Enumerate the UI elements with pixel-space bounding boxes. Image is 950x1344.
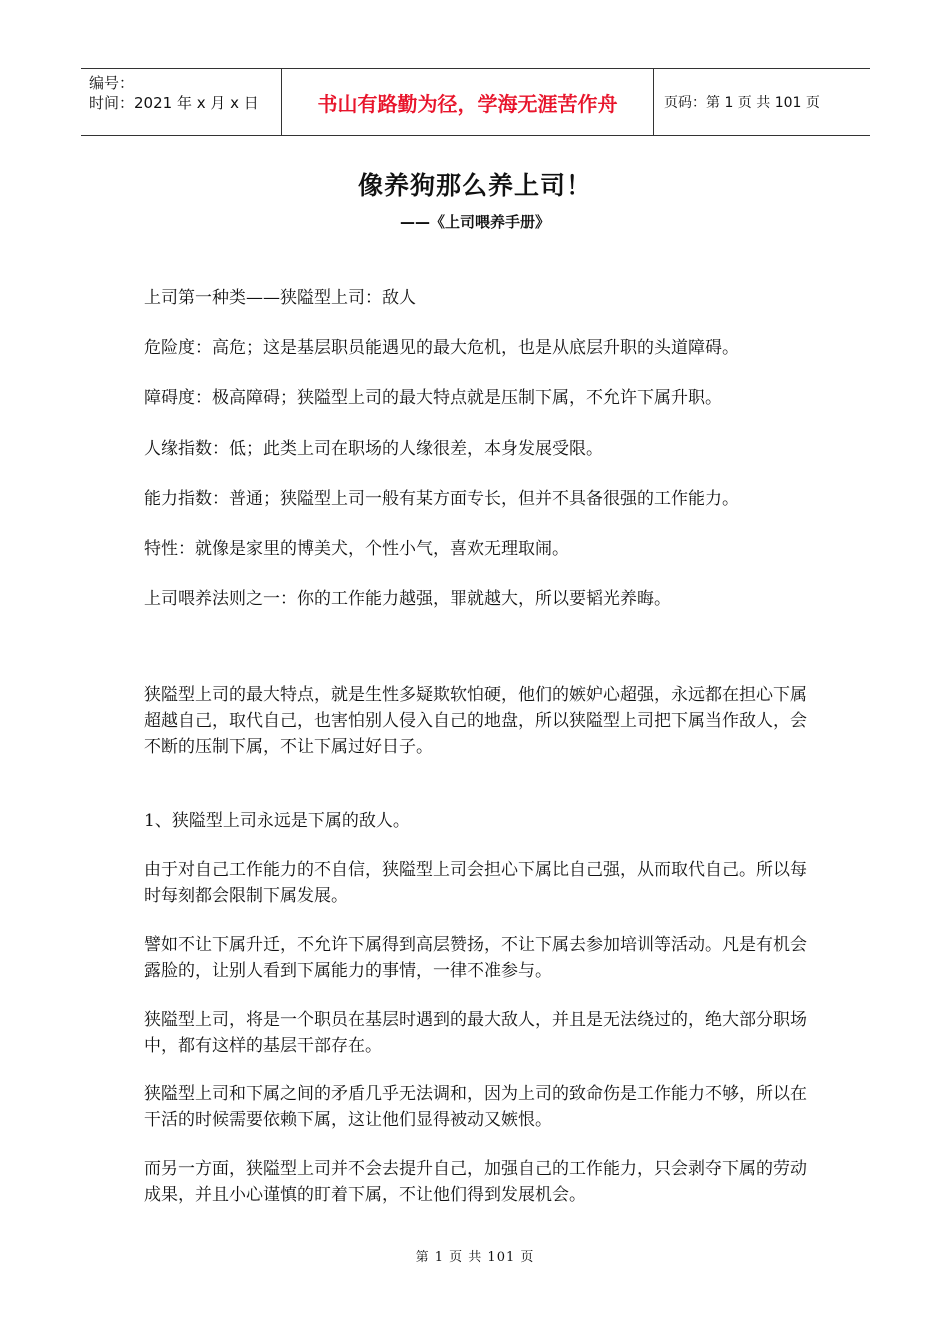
paragraph-obstacle: 障碍度：极高障碍；狭隘型上司的最大特点就是压制下属，不允许下属升职。 [144, 388, 722, 408]
header-table [81, 68, 870, 136]
paragraph-body: 由于对自己工作能力的不自信，狭隘型上司会担心下属比自己强，从而取代自己。所以每时每刻都会限制下属发展。 [144, 860, 807, 906]
paragraph-section-heading: 1、狭隘型上司永远是下属的敌人。 [144, 811, 410, 831]
paragraph-category: 上司第一种类——狭隘型上司：敌人 [144, 288, 416, 308]
paragraph-danger: 危险度：高危；这是基层职员能遇见的最大危机，也是从底层升职的头道障碍。 [144, 338, 739, 358]
header-motto: 书山有路勤为径，学海无涯苦作舟 [282, 69, 654, 135]
header-page-number: 页码：第 1 页 共 101 页 [664, 95, 820, 111]
paragraph-popularity: 人缘指数：低；此类上司在职场的人缘很差，本身发展受限。 [144, 439, 603, 459]
paragraph-traits: 特性：就像是家里的博美犬，个性小气，喜欢无理取闹。 [144, 539, 569, 559]
paragraph-rule: 上司喂养法则之一：你的工作能力越强，罪就越大，所以要韬光养晦。 [144, 589, 671, 609]
document-title: 像养狗那么养上司！ [357, 171, 592, 200]
paragraph-body: 譬如不让下属升迁，不允许下属得到高层赞扬，不让下属去参加培训等活动。凡是有机会露脸的，让别人看到下属能力的事情，一律不准参与。 [144, 935, 807, 981]
document-number: 编号： [89, 74, 135, 92]
document-subtitle: ——《上司喂养手册》 [399, 213, 550, 231]
paragraph-body: 狭隘型上司的最大特点，就是生性多疑欺软怕硬，他们的嫉妒心超强，永远都在担心下属超越自己，取代自己，也害怕别人侵入自己的地盘，所以狭隘型上司把下属当作敌人，会不断的压制下属，不让下属过好日子。 [144, 685, 807, 757]
page-footer: 第 1 页 共 101 页 [415, 1250, 535, 1265]
paragraph-body: 狭隘型上司和下属之间的矛盾几乎无法调和，因为上司的致命伤是工作能力不够，所以在干活的时候需要依赖下属，这让他们显得被动又嫉恨。 [144, 1084, 807, 1130]
header-meta [81, 69, 282, 135]
paragraph-ability: 能力指数：普通；狭隘型上司一般有某方面专长，但并不具备很强的工作能力。 [144, 489, 739, 509]
document-date: 时间：2021 年 x 月 x 日 [89, 94, 259, 112]
paragraph-body: 狭隘型上司，将是一个职员在基层时遇到的最大敌人，并且是无法绕过的，绝大部分职场中，都有这样的基层干部存在。 [144, 1010, 807, 1056]
paragraph-body: 而另一方面，狭隘型上司并不会去提升自己，加强自己的工作能力，只会剥夺下属的劳动成果，并且小心谨慎的盯着下属，不让他们得到发展机会。 [144, 1159, 807, 1205]
